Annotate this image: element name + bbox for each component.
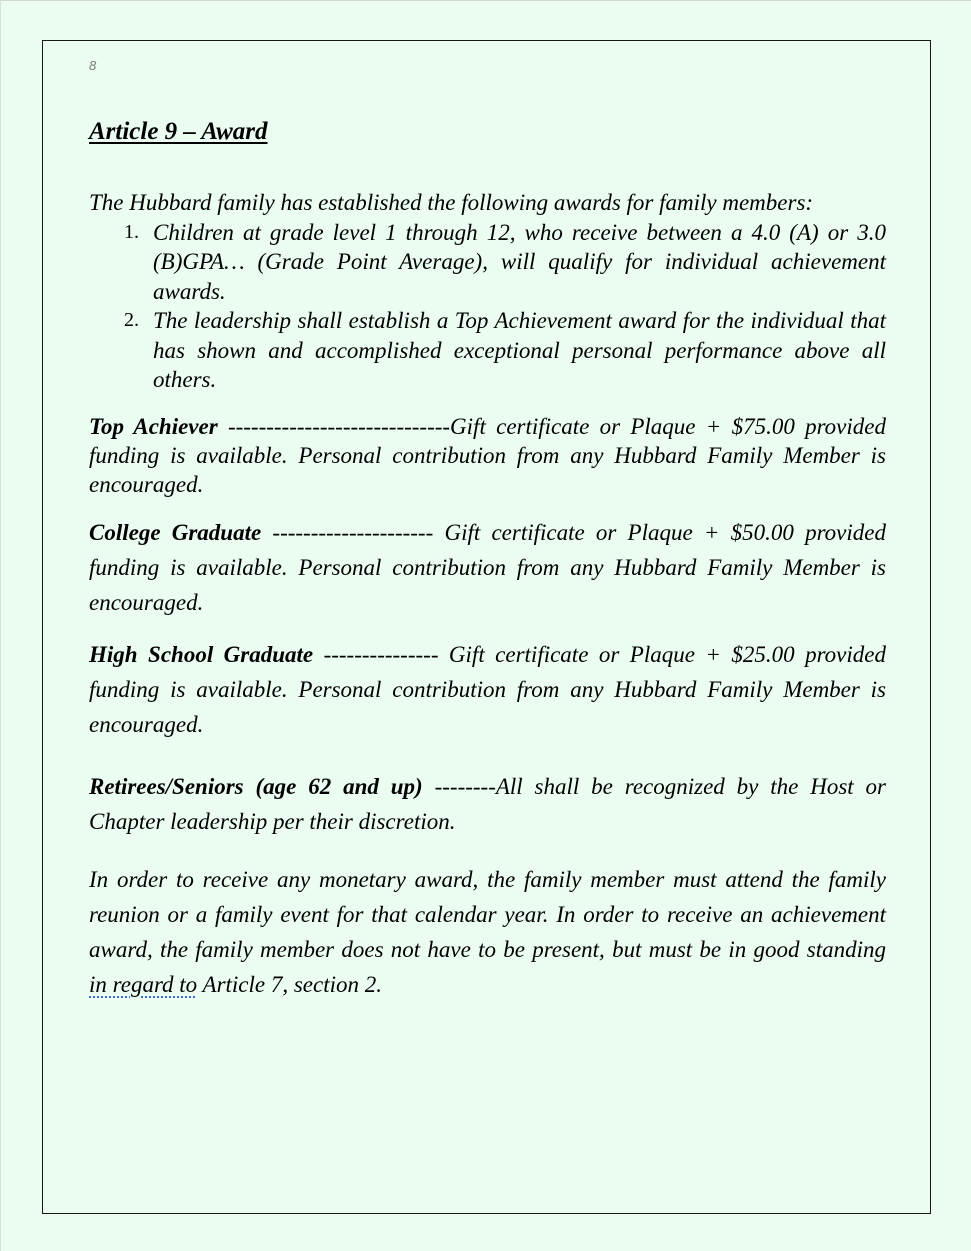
award-title: High School Graduate [89, 641, 314, 667]
closing-text: In order to receive any monetary award, the family member must attend the family reunion or a family event for that calendar year. In order to receive an achievement award, the family member does not have to be present, but must be in good standing [89, 866, 886, 962]
list-marker: 2. [124, 309, 139, 331]
closing-text-end: Article 7, section 2. [197, 971, 383, 997]
closing-paragraph [89, 862, 886, 1002]
list-marker: 1. [124, 220, 139, 243]
page-edge [0, 0, 971, 1]
document-body[interactable] [89, 114, 886, 1002]
list-item-text: Children at grade level 1 through 12, who receive between a 4.0 (A) or 3.0 (B)GPA… (Grade Point Average), will qualify for individual achievement awards. [153, 219, 886, 304]
award-high-school-graduate [89, 637, 886, 742]
award-title: Top Achiever [89, 413, 218, 439]
qualification-list [89, 218, 886, 395]
list-item-text: The leadership shall establish a Top Achievement award for the individual that has shown and accomplished exceptional personal performance above all others. [153, 308, 886, 392]
award-description: --------------- Gift certificate or Plaque + $25.00 provided funding is available. Personal contribution from any Hubbard Family Member is encouraged. [89, 641, 886, 737]
grammar-flagged-phrase[interactable]: in regard to [89, 971, 198, 997]
award-description: --------All shall be recognized by the Host or Chapter leadership per their discretion. [89, 773, 886, 834]
list-item [89, 306, 886, 395]
page-number: 8 [89, 58, 97, 73]
award-top-achiever [89, 412, 886, 499]
award-title: College Graduate [89, 519, 262, 545]
award-title: Retirees/Seniors (age 62 and up) [89, 773, 423, 799]
article-heading: Article 9 – Award [89, 118, 268, 145]
intro-paragraph: The Hubbard family has established the following awards for family members: [89, 190, 814, 215]
award-college-graduate [89, 515, 886, 620]
award-description: -----------------------------Gift certificate or Plaque + $75.00 provided funding is available. Personal contribution from any Hubbard Family Member is encouraged. [89, 413, 886, 497]
page-edge [0, 0, 1, 1251]
list-item [89, 218, 886, 307]
award-retirees-seniors [89, 769, 886, 839]
award-description: --------------------- Gift certificate or Plaque + $50.00 provided funding is available. Personal contribution from any Hubbard Family Member is encouraged. [89, 519, 886, 615]
